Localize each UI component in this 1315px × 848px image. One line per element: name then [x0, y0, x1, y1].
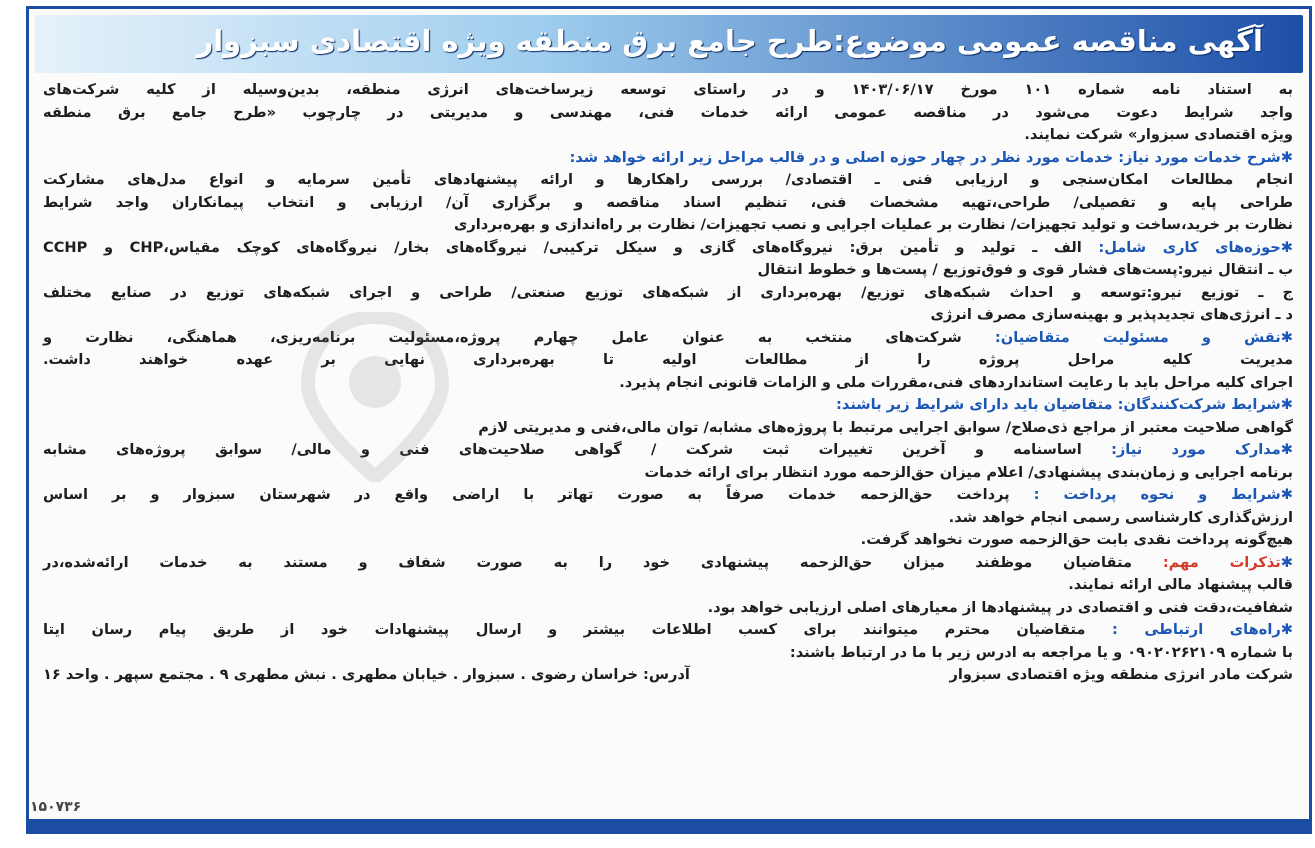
notes-heading: تذکرات مهم:: [1162, 553, 1281, 571]
intro-line: واجد شرایط دعوت می‌شود در مناقصه عمومی ارائه خدمات فنی، مهندسی و مدیریتی در چارچوب «طرح جامع برق منطقه: [43, 103, 1293, 121]
section-notes: [43, 552, 1293, 575]
roles-line: شرکت‌های منتخب به عنوان عامل چهارم پروژه،مسئولیت برنامه‌ریزی، هماهنگی، نظارت و: [43, 328, 962, 346]
roles-line: اجرای کلیه مراحل باید با رعایت استانداردهای فنی،مقررات ملی و الزامات قانونی انجام پذیرد.: [619, 373, 1293, 391]
fields-line: ب ـ انتقال نیرو:پست‌های فشار قوی و فوق‌توزیع / پست‌ها و خطوط انتقال: [757, 261, 1293, 278]
conditions-line: گواهی صلاحیت معتبر از مراجع ذی‌صلاح/ سوابق اجرایی مرتبط با پروژه‌های مشابه/ توان مالی،فنی و مدیریتی لازم: [478, 418, 1293, 436]
fields-line: د ـ انرژی‌های تجدیدپذیر و بهینه‌سازی مصرف انرژی: [930, 306, 1293, 323]
contact-line: متقاضیان محترم میتوانند برای کسب اطلاعات بیشتر و ارسال پیشنهادات خود از طریق پیام رسان ایتا: [43, 621, 1086, 638]
roles-heading: نقش و مسئولیت متقاضیان:: [994, 328, 1281, 346]
section-fields: [43, 237, 1293, 260]
conditions-heading: شرایط شرکت‌کنندگان: متقاضیان باید دارای شرایط زیر باشند:: [836, 396, 1281, 413]
documents-line: اساسنامه و آخرین تغییرات ثبت شرکت / گواهی صلاحیت‌های فنی و مالی/ سوابق پروژه‌های مشابه: [43, 441, 1082, 458]
ad-code: ۱۵۰۷۳۶: [30, 799, 82, 815]
footer-row: [43, 664, 1293, 687]
section-contact: [43, 619, 1293, 642]
contact-heading: راه‌های ارتباطی :: [1111, 621, 1281, 638]
asterisk-icon: ✱: [1280, 148, 1293, 166]
intro-line: ویژه اقتصادی سبزوار» شرکت نمایند.: [1024, 126, 1293, 143]
documents-line: برنامه اجرایی و زمان‌بندی پیشنهادی/ اعلام میزان حق‌الزحمه مورد انتظار برای ارائه خدمات: [644, 463, 1293, 481]
notes-line: متقاضیان موظفند میزان حق‌الزحمه پیشنهادی خود را به صورت شفاف و مستند به خدمات ارائه‌شده،در: [43, 553, 1133, 571]
payment-line: پرداخت حق‌الزحمه خدمات صرفاً به صورت تهاتر با اراضی واقع در شهرستان سبزوار و بر اساس: [43, 486, 1010, 503]
asterisk-icon: ✱: [1280, 396, 1293, 413]
notes-line: شفافیت،دقت فنی و اقتصادی در پیشنهادها از معیارهای اصلی ارزیابی خواهد بود.: [707, 598, 1293, 616]
asterisk-icon: ✱: [1280, 441, 1293, 458]
section-services: [43, 147, 1293, 170]
services-line: انجام مطالعات امکان‌سنجی و ارزیابی فنی ـ اقتصادی/ بررسی راهکارها و ارائه پیشنهادهای تأمین سرمایه و انواع مدل‌های مشارکت: [43, 171, 1293, 188]
services-line: نظارت بر خرید،ساخت و تولید تجهیزات/ نظارت بر عملیات اجرایی و نصب تجهیزات/ نظارت بر راه‌اندازی و بهره‌برداری: [454, 216, 1293, 233]
payment-line: ارزش‌گذاری کارشناسی رسمی انجام خواهد شد.: [948, 508, 1293, 526]
documents-heading: مدارک مورد نیاز:: [1111, 441, 1281, 458]
section-documents: [43, 439, 1293, 462]
asterisk-icon: ✱: [1280, 328, 1293, 346]
asterisk-icon: ✱: [1280, 238, 1293, 256]
contact-line: با شماره ۰۹۰۲۰۲۶۲۱۰۹ و یا مراجعه به ادرس زیر با ما در ارتباط باشند:: [789, 643, 1293, 661]
payment-heading: شرایط و نحوه پرداخت :: [1033, 486, 1281, 503]
company-name: شرکت مادر انرژی منطقه ویژه اقتصادی سبزوار: [949, 666, 1293, 683]
fields-line: ج ـ توزیع نیرو:توسعه و احداث شبکه‌های توزیع/ بهره‌برداری از شبکه‌های توزیع صنعتی/ طراحی و اجرای شبکه‌های توزیع در صنایع مختلف: [43, 283, 1293, 301]
section-roles: [43, 327, 1293, 350]
notice-frame: [26, 6, 1312, 834]
notice-title: آگهی مناقصه عمومی موضوع:طرح جامع برق منطقه ویژه اقتصادی سبزوار: [196, 24, 1263, 58]
roles-line: مدیریت کلیه مراحل پروژه را از مطالعات اولیه تا بهره‌برداری نهایی بر عهده خواهند داشت.: [43, 351, 1293, 368]
services-line: طراحی پایه و تفصیلی/ طراحی،تهیه مشخصات فنی، تنظیم اسناد مناقصه و برگزاری آن/ ارزیابی و انتخاب پیمانکاران واجد شرایط: [43, 193, 1293, 211]
notice-header: [35, 15, 1303, 73]
asterisk-icon: ✱: [1280, 553, 1293, 571]
fields-line: الف ـ تولید و تأمین برق: نیروگاه‌های گازی و سیکل ترکیبی/ نیروگاه‌های بخار/ نیروگاه‌های کوچک مقیاس،CHP و CCHP: [43, 238, 1082, 256]
asterisk-icon: ✱: [1280, 486, 1293, 503]
notes-line: قالب پیشنهاد مالی ارائه نمایند.: [1068, 576, 1293, 593]
section-conditions: [43, 394, 1293, 417]
services-heading: شرح خدمات مورد نیاز: خدمات مورد نظر در چهار حوزه اصلی و در قالب مراحل زیر ارائه خواهد شد:: [569, 148, 1281, 166]
section-payment: [43, 484, 1293, 507]
company-address: آدرس: خراسان رضوی . سبزوار . خیابان مطهری . نبش مطهری ۹ . مجتمع سپهر . واحد ۱۶: [43, 666, 690, 683]
intro-line: به استناد نامه شماره ۱۰۱ مورخ ۱۴۰۳/۰۶/۱۷ و در راستای توسعه زیرساخت‌های انرژی منطقه، بدین‌وسیله از کلیه شرکت‌های: [43, 81, 1293, 98]
notice-body: [43, 79, 1293, 687]
payment-line: هیچ‌گونه پرداخت نقدی بابت حق‌الزحمه صورت نخواهد گرفت.: [860, 531, 1293, 548]
fields-heading: حوزه‌های کاری شامل:: [1098, 238, 1281, 256]
asterisk-icon: ✱: [1280, 621, 1293, 638]
